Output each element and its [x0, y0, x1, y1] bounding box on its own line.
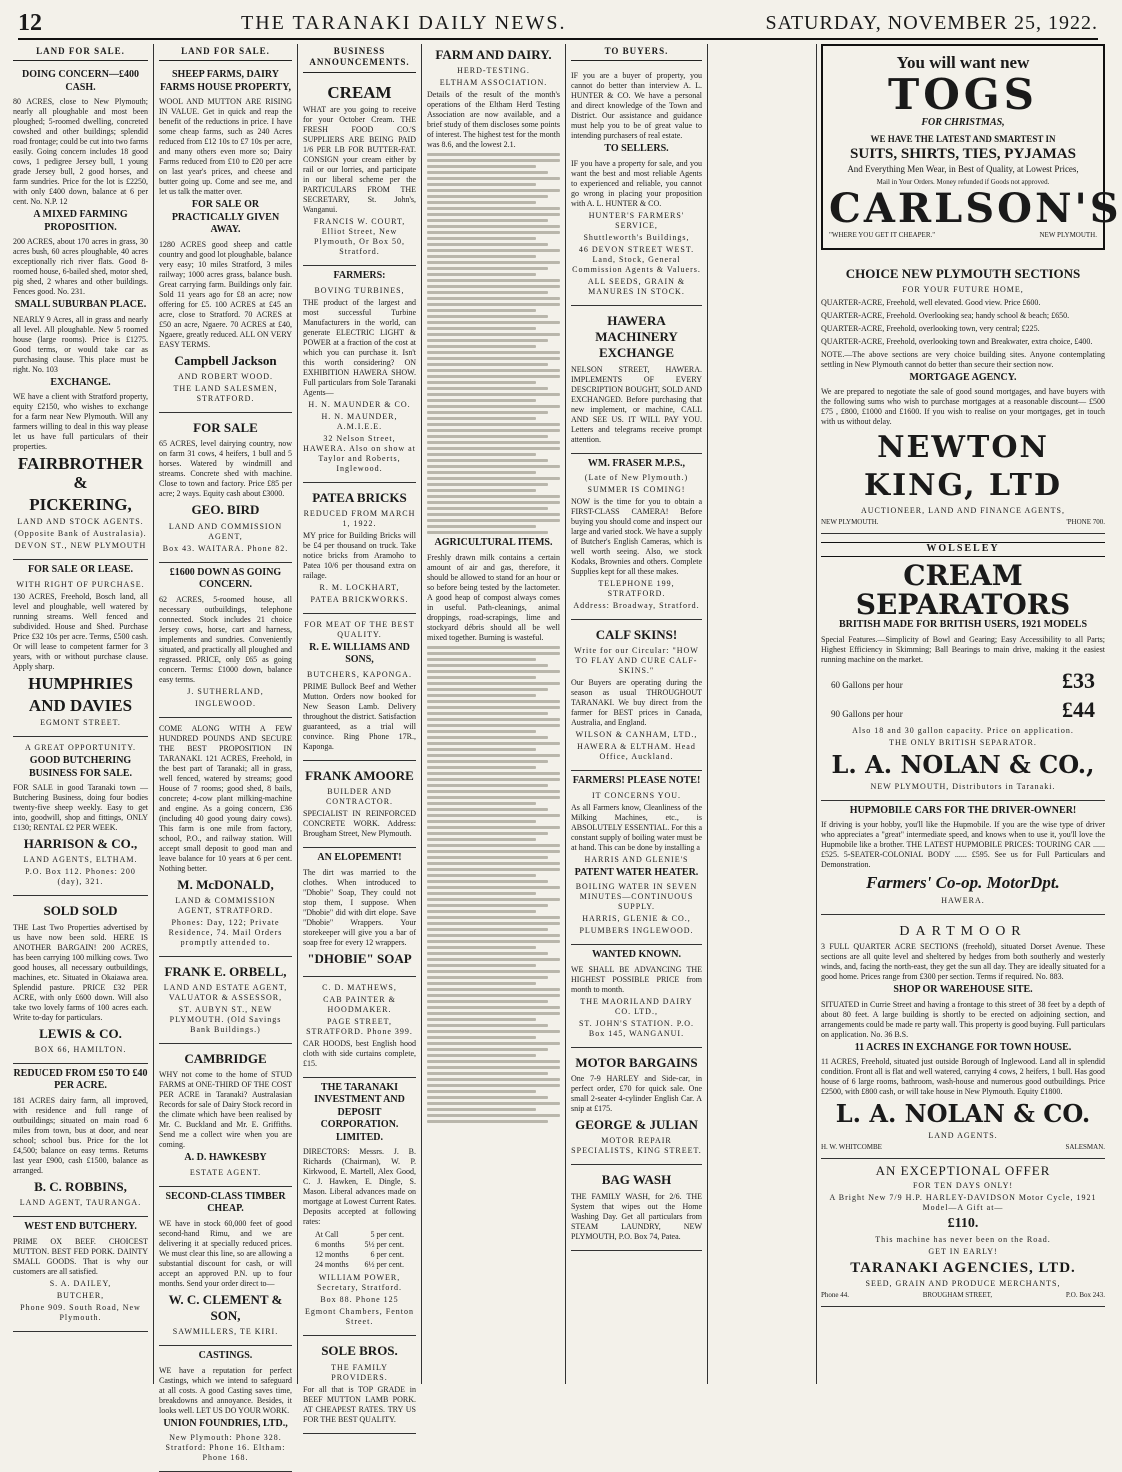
ad-text: IF you have a property for sale, and you want the best and most reliable Agents to experienced and reliable, you cannot go wrong in placing your proposition with A. L. HUNTER & CO.	[571, 158, 702, 208]
rate-term: 12 months	[315, 1250, 349, 1260]
firm-name: M. McDONALD,	[177, 876, 274, 892]
ad-text: WHAT are you going to receive for your October Cream. THE FRESH FOOD CO.'S SUPPLIERS ARE BEING PAID 1/6 PER LB FOR BUTTER-FAT. CONSIGN your cream either by rail or our lorries, and participate in our liberal scheme per the PARTICULARS FROM THE SECRETARY, St. John's, Wanganui.	[303, 105, 416, 215]
ad-text: SITUATED in Currie Street and having a frontage to this street of 38 feet by a depth of about 80 feet. A large building is shortly to be erected on adjoining section, and arrangements could be made re party wall. This property is good buying. Full particulars on application. No. 36 B.S.	[821, 999, 1105, 1039]
ad-footer	[821, 518, 1105, 527]
ad-text: Also 18 and 30 gallon capacity. Price on application.	[852, 725, 1074, 735]
ad-title: FARMERS:	[333, 270, 386, 282]
firm-detail: PAGE STREET, STRATFORD. Phone 399.	[306, 1016, 413, 1036]
article-text: Freshly drawn milk contains a certain amount of air and gas, therefore, it should be allowed to stand for an hour or so before being tested by the lactometer. A good heap of compost always comes in useful. Path-cleanings, animal droppings, road-scrapings, lime and stockyard débris should all be well mixed together. Burning is wasteful.	[427, 552, 560, 642]
firm-detail: BOX 66, HAMILTON.	[34, 1044, 127, 1054]
ad-title: PATEA BRICKS	[312, 489, 407, 505]
classified-ad	[159, 1187, 292, 1347]
classified-ad	[159, 1044, 292, 1187]
ad-title: GOOD BUTCHERING BUSINESS FOR SALE.	[28, 755, 133, 779]
ad-title: MORTGAGE AGENCY.	[909, 371, 1017, 383]
firm-name: Campbell Jackson	[174, 352, 277, 368]
ad-title: FOR SALE OR PRACTICALLY GIVEN AWAY.	[171, 199, 280, 236]
ad-text: NOW is the time for you to obtain a FIRST-CLASS CAMERA! Before buying you should come and inspect our large and varied stock. We have a supply of Butcher's English Cameras, which is well worth seeing. Also, we stock Kodaks, Brownies and others. Complete Supplies kept for all these makes.	[571, 497, 702, 576]
firm-detail: AUCTIONEER, LAND AND FINANCE AGENTS,	[861, 506, 1065, 516]
taranaki-agencies-ad	[821, 1159, 1105, 1307]
ad-text: CAR HOODS, best English hood cloth with side curtains complete, £15.	[303, 1038, 416, 1068]
firm-detail: Phone 909. South Road, New Plymouth.	[20, 1302, 141, 1322]
firm-detail: SUMMER IS COMING!	[587, 485, 686, 494]
ad-text: MY price for Building Bricks will be £4 per thousand on truck. Take notice bricks from Aramoho to Patea 10/6 per thousand extra on railage.	[303, 530, 416, 580]
section-title: AGRICULTURAL ITEMS.	[434, 537, 553, 549]
firm-name: FAIRBROTHER &	[17, 454, 144, 492]
firm-detail: Shuttleworth's Buildings,	[583, 232, 690, 242]
rate-value: 5½ per cent.	[364, 1240, 404, 1250]
ad-text: DIRECTORS: Messrs. J. B. Richards (Chairman), W. P. Kirkwood, E. Martell, Alex Good, C. J. Hawken, E. Dingle, S. Mason. Liberal advances made on mortgage at Lowest Current Rates. Deposits accepted at following rates:	[303, 1147, 416, 1227]
ad-title: 11 ACRES IN EXCHANGE FOR TOWN HOUSE.	[854, 1041, 1072, 1053]
firm-name: FRANK E. ORBELL,	[164, 963, 287, 979]
classified-ad	[13, 1064, 148, 1217]
classified-ad	[571, 620, 702, 771]
classified-ad	[571, 945, 702, 1048]
ad-title: CASTINGS.	[198, 1350, 253, 1362]
firm-name: WILSON & CANHAM, LTD.,	[575, 730, 698, 740]
ad-footer	[821, 1143, 1105, 1152]
firm-name: HARRISON & CO.,	[23, 836, 138, 852]
phone: 'PHONE 700.	[1066, 518, 1105, 527]
firm-name: THE MAORILAND DAIRY CO. LTD.,	[580, 996, 693, 1016]
ad-text: WE SHALL BE ADVANCING THE HIGHEST POSSIBLE PRICE from month to month.	[571, 964, 702, 994]
firm-detail: MOTOR REPAIR SPECIALISTS, KING STREET.	[571, 1136, 702, 1156]
firm-detail: LAND AND COMMISSION AGENT,	[168, 521, 283, 541]
column-divider	[708, 44, 817, 1384]
classified-ad	[303, 1078, 416, 1337]
firm-name: AND DAVIES	[28, 695, 133, 715]
ad-subtitle: REDUCED FROM MARCH 1, 1922.	[303, 508, 416, 528]
classified-ad	[303, 761, 416, 848]
ad-text: THE FAMILY WASH, for 2/6. THE System that wipes out the Home Washing Day. Get all particulars from STEAM LAUNDRY, NEW PLYMOUTH, P.O. Box 74, Patea.	[571, 1191, 702, 1241]
rate-value: 5 per cent.	[370, 1230, 404, 1240]
firm-name: L. A. NOLAN & CO.,	[831, 749, 1095, 779]
ad-text: 130 ACRES, Freehold, Bosch land, all level and ploughable, well watered by running streams. Well fenced and subdivided. House and Shed. Purchase Price £32 10s per acre. Terms, £500 cash. Or will lease to competent farmer for 3 years, with or without purchase clause. Apply sharp.	[13, 591, 148, 671]
classified-ad	[303, 977, 416, 1078]
po-box: P.O. Box 243.	[1065, 1291, 1105, 1300]
classified-ad	[13, 896, 148, 1064]
firm-name: HUMPHRIES	[28, 673, 133, 693]
firm-detail: Egmont Chambers, Fenton Street.	[305, 1307, 414, 1327]
firm-detail: BUTCHER,	[56, 1290, 105, 1300]
firm-detail: AND ROBERT WOOD.	[177, 372, 273, 381]
ad-text: 11 ACRES, Freehold, situated just outside Borough of Inglewood. Land all in splendid condition. Front all is flat and well watered, carrying 4 cows, 2 heifers, 1 bull. Has good house of 6 large rooms, bathroom, wash-house and numerous good outbuildings. Price £2500, with £800 cash, or will take house in New Plymouth. Equity £1800.	[821, 1057, 1105, 1097]
issue-date: SATURDAY, NOVEMBER 25, 1922.	[765, 11, 1098, 34]
ad-title: SHEEP FARMS, DAIRY FARMS HOUSE PROPERTY,	[159, 69, 292, 93]
section-subtitle: ELTHAM ASSOCIATION.	[439, 78, 548, 88]
firm-detail: DEVON ST., NEW PLYMOUTH	[14, 541, 147, 551]
ad-subtitle: IT CONCERNS YOU.	[591, 790, 682, 800]
wolseley-ad	[821, 534, 1105, 801]
column-business-announcements	[298, 44, 422, 1424]
ad-text: 62 ACRES, 5-roomed house, all necessary outbuildings, telephone connected. Stock includes 21 choice Jersey cows, horse, cart and harness, implements and sundries. Conveniently situated, and practically all ploughed and regrassed. PRICE, only £65 as going concern. Terms: £1000 down, balance easy terms.	[159, 594, 292, 684]
classified-ad	[13, 560, 148, 737]
nolan-land-ad	[821, 915, 1105, 1159]
ad-text: 65 ACRES, level dairying country, now on farm 31 cows, 4 heifers, 1 bull and 5 horses. Watered by windmill and streams. Concrete shed with machine. Close to town and factory. Price £85 per acre; 2 ways. Equity cash about £3000.	[159, 439, 292, 499]
firm-name: S. A. DAILEY,	[49, 1278, 112, 1288]
classified-ad	[159, 1346, 292, 1472]
firm-detail: SEED, GRAIN AND PRODUCE MERCHANTS,	[865, 1279, 1061, 1289]
firm-detail: Address: Broadway, Stratford.	[573, 601, 700, 610]
ad-title: CALF SKINS!	[595, 627, 678, 642]
article-text: Details of the result of the month's operations of the Eltham Herd Testing Association are now available, and a brief study of them discloses some points of interest. The highest test for the month was 8.6, and the lowest 2.1.	[427, 90, 560, 150]
firm-detail: LAND & COMMISSION AGENT, STRATFORD.	[175, 895, 276, 915]
ad-text: One 7-9 HARLEY and Side-car, in perfect order, £70 for quick sale. One small 2-seater 4-cylinder English Car. A snip at £175.	[571, 1074, 702, 1113]
firm-detail: ESTATE AGENT.	[189, 1167, 262, 1177]
ad-text: For all that is TOP GRADE in BEEF MUTTON LAMB PORK. AT CHEAPEST RATES. TRY US FOR THE BEST QUALITY.	[303, 1384, 416, 1424]
classified-ad	[13, 737, 148, 896]
ad-text: 181 ACRES dairy farm, all improved, with residence and full range of outbuildings; situated on main road 6 miles from town, bus at door, and near school; school bus. Price for the lot £4,500; balance on easy terms. Returns last year £900, cash £1500, balance as arranged.	[13, 1095, 148, 1175]
firm-detail: INGLEWOOD.	[195, 698, 256, 708]
ad-title: THE TARANAKI INVESTMENT AND DEPOSIT CORPORATION. LIMITED.	[314, 1081, 405, 1143]
classified-ad	[571, 306, 702, 454]
ad-title: WEST END BUTCHERY.	[24, 1221, 137, 1233]
firm-detail: H. N. MAUNDER, A.M.I.E.E.	[321, 411, 398, 431]
ad-subtitle: FOR CHRISTMAS,	[921, 117, 1005, 129]
ad-title: EXCHANGE.	[50, 376, 111, 388]
firm-detail: LAND AND STOCK AGENTS.	[17, 517, 144, 527]
rate-value: 6 per cent.	[370, 1250, 404, 1260]
firm-name: R. M. LOCKHART,	[319, 582, 400, 592]
classified-ad	[303, 77, 416, 267]
firm-name: HARRIS, GLENIE & CO.,	[582, 914, 691, 924]
classified-ad	[159, 563, 292, 718]
ad-text: WHY not come to the home of STUD FARMS at ONE-THIRD OF THE COST PER ACRE in Taranaki? Australasian Records for sale of Dairy Stock record in the climate which have been realised by Mr. C. Buckland and Mr. E. Griffiths. Send me a collect wire when you are coming.	[159, 1070, 292, 1150]
list-item: QUARTER-ACRE, Freehold. Overlooking sea; handy school & beach; £650.	[821, 310, 1070, 320]
firm-name: NEWTON KING, LTD	[864, 430, 1062, 503]
firm-detail: ST. JOHN'S STATION. P.O. Box 145, WANGANUI.	[578, 1018, 695, 1038]
classified-ad	[571, 454, 702, 621]
location: NEW PLYMOUTH.	[821, 518, 879, 527]
classified-ad	[159, 957, 292, 1044]
ad-title: SMALL SUBURBAN PLACE.	[14, 299, 147, 311]
ad-title: "DHOBIE" SOAP	[307, 950, 412, 966]
classified-ad	[159, 718, 292, 957]
ad-title: FOR SALE OR LEASE.	[27, 564, 134, 576]
firm-detail: PLUMBERS INGLEWOOD.	[579, 926, 694, 936]
firm-detail: TELEPHONE 199, STRATFORD.	[598, 579, 675, 598]
ad-text: Our Buyers are operating during the season as usual THROUGHOUT TARANAKI. We buy direct from the farmer for BEST prices in Canada, Australia, and England.	[571, 678, 702, 728]
ad-subtitle: FOR TEN DAYS ONLY!	[912, 1181, 1014, 1191]
firm-detail: LAND AGENTS.	[928, 1131, 998, 1141]
firm-detail: WILLIAM POWER, Secretary, Stratford.	[316, 1273, 403, 1293]
carlsons-ad	[821, 44, 1122, 250]
ad-text: COME ALONG WITH A FEW HUNDRED POUNDS AND SECURE THE BEST PROPOSITION IN TARANAKI. 121 ACRES, Freehold, in the best part of Taranaki; all in grass, well fenced, watered by streams; good House of 7 rooms; good shed, 8 bails, concrete; 4-cow plant milking-machine and engine. As a going concern, £36 (including 40 good young dairy cows). This farm is one mile from factory, school, P.O., and railway station. Will accept small deposit to good man and leave balance for 10 years at 6 per cent. Nothing better.	[159, 723, 292, 873]
ad-title: SECOND-CLASS TIMBER CHEAP.	[165, 1190, 286, 1215]
firm-detail: HAWERA.	[941, 895, 985, 905]
ad-text: 80 ACRES, close to New Plymouth; nearly all ploughable and most been ploughed; 5-roomed dwelling, concreted cowshed and other buildings; splendid road frontage; could be cut into two farms easily. Going concern includes 18 good cows, 1 pedigree Jersey bull, 1 young grade Jersey bull, 2 good horses, and farm sundries. Price for the lot is £2250, with only £400 down, balance at 6 per cent. No. N.P. 12	[13, 97, 148, 207]
column-to-buyers	[566, 44, 708, 1384]
ad-text: We are prepared to negotiate the sale of good sound mortgages, and have buyers with the following sums who wish to purchase mortgages at a reasonable discount— £500 £75 , £800, £1000 and £1600. If you wish to realise on your mortgages, get in touch with us without delay.	[821, 387, 1105, 427]
list-item: QUARTER-ACRE, Freehold, overlooking town, very central; £225.	[821, 323, 1040, 333]
firm-name: LEWIS & CO.	[39, 1025, 122, 1041]
ad-title: SHOP OR WAREHOUSE SITE.	[893, 984, 1033, 996]
ad-subtitle: BOVING TURBINES,	[314, 285, 405, 295]
classified-ad	[13, 65, 148, 560]
ad-text: THE product of the largest and most successful Turbine Manufacturers in the world, can generate ELECTRIC LIGHT & POWER at a fraction of the cost at which you can purchase it. Isn't this worth considering? ON EXHIBITION HAWERA SHOW. Full particulars from Sole Taranaki Agents—	[303, 297, 416, 397]
ad-text: NELSON STREET, HAWERA. IMPLEMENTS OF EVERY DESCRIPTION BOUGHT, SOLD AND EXCHANGED. Before purchasing that new implement, or machine, CALL AND SEE US. IT WILL PAY YOU. Letters and telegrams receive prompt attention.	[571, 364, 702, 444]
firm-detail: SAWMILLERS, TE KIRI.	[172, 1327, 279, 1337]
ad-subtitle: BUILDER AND CONTRACTOR.	[325, 787, 394, 807]
slogan: "WHERE YOU GET IT CHEAPER."	[829, 230, 936, 239]
classified-ad	[13, 1217, 148, 1332]
ad-footer	[829, 231, 1097, 240]
ad-text: THE ONLY BRITISH SEPARATOR.	[889, 737, 1037, 747]
firm-name: L. A. NOLAN & CO.	[835, 1099, 1091, 1129]
firm-detail: LAND AGENTS, ELTHAM.	[23, 855, 138, 865]
column-display-ads	[816, 44, 1122, 1384]
firm-detail: BUTCHERS, KAPONGA.	[307, 669, 412, 679]
price-value: £110.	[947, 1216, 979, 1232]
ad-headline: You will want new	[896, 53, 1030, 72]
classified-ad	[159, 413, 292, 563]
ad-title: CAMBRIDGE	[184, 1051, 267, 1066]
firm-detail: HAWERA & ELTHAM. Head Office, Auckland.	[577, 742, 696, 762]
newton-king-ad	[821, 258, 1105, 535]
ad-title: £1600 DOWN AS GOING CONCERN.	[169, 566, 282, 590]
firm-name: W. C. CLEMENT & SON,	[168, 1291, 283, 1323]
address: BROUGHAM STREET,	[922, 1291, 993, 1300]
classified-ad	[571, 1048, 702, 1166]
column-farm-and-dairy	[422, 44, 566, 1384]
firm-detail: P.O. Box 112. Phones: 200 (day), 321.	[25, 867, 136, 887]
price-value: £33	[1062, 667, 1095, 693]
ad-title: WANTED KNOWN.	[592, 949, 681, 961]
classified-ad	[303, 483, 416, 614]
firm-name: Farmers' Co-op. MotorDpt.	[866, 873, 1060, 893]
firm-detail: Box 88. Phone 125	[320, 1295, 399, 1305]
ad-title: FRANK AMOORE	[305, 767, 414, 783]
page-number: 12	[18, 9, 42, 36]
firm-detail: NEW PLYMOUTH, Distributors in Taranaki.	[870, 781, 1056, 791]
firm-name: C. D. MATHEWS,	[322, 982, 397, 992]
ad-text: WE HAVE THE LATEST AND SMARTEST IN	[870, 133, 1056, 144]
phone: Phone 44.	[821, 1291, 849, 1300]
rate-term: At Call	[315, 1230, 339, 1240]
classified-ad	[571, 1165, 702, 1250]
classified-ad	[571, 771, 702, 945]
ad-text: IF you are a buyer of property, you cannot do better than interview A. L. HUNTER & CO. We have a personal and direct knowledge of the Town and District. Our assistance and guidance must help you to be of great value to intending purchasers of real estate.	[571, 71, 702, 141]
classified-ad	[303, 1336, 416, 1433]
firm-detail: 46 DEVON STREET WEST. Land, Stock, General Commission Agents & Valuers.	[572, 244, 701, 274]
firm-detail: LAND AGENT, TAURANGA.	[19, 1198, 142, 1208]
firm-name: J. SUTHERLAND,	[187, 686, 264, 696]
ad-text: PRIME OX BEEF. CHOICEST MUTTON. BEST FED PORK. DAINTY SMALL GOODS. That is why our customers are all satisfied.	[13, 1236, 148, 1276]
column-heading: LAND FOR SALE.	[13, 44, 148, 61]
firm-detail: ST. AUBYN ST., NEW PLYMOUTH. (Old Savings Bank Buildings.)	[169, 1005, 282, 1034]
ad-title: CHOICE NEW PLYMOUTH SECTIONS	[845, 265, 1081, 281]
firm-detail: (Opposite Bank of Australasia).	[14, 529, 147, 539]
brand-name: WOLSELEY	[821, 542, 1105, 557]
ad-title: DARTMOOR	[899, 923, 1027, 939]
ad-text: NEARLY 9 Acres, all in grass and nearly all level. All ploughable. New 5 roomed house (large rooms). Price is £1275. Good terms, or would take car as purchasing clause. This place must be right. No. 103	[13, 314, 148, 374]
ad-title: CREAM SEPARATORS	[855, 558, 1071, 621]
ad-subtitle: A GREAT OPPORTUNITY.	[24, 743, 136, 753]
ad-title: FARMERS! PLEASE NOTE!	[572, 775, 701, 787]
firm-detail: BOILING WATER IN SEVEN MINUTES—CONTINUOUS SUPPLY.	[575, 882, 698, 912]
firm-detail: CAB PAINTER & HOODMAKER.	[323, 994, 396, 1014]
price-row	[831, 696, 1095, 724]
ad-title: SOLD SOLD	[43, 903, 118, 919]
ad-subtitle: Write for our Circular: "HOW TO FLAY AND CURE CALF-SKINS."	[574, 646, 699, 676]
ad-text: THE Last Two Properties advertised by us have now been sold. HERE IS ANOTHER BARGAIN! 200 ACRES, has been carrying 100 milking cows. Two good houses, all necessary outbuildings, machines, etc. Situated in Okaiawa area. Splendid pasture. PRICE £32 PER ACRE, with only £600 down. Will also take two lovely farms of 100 acres each. Write to-day for particulars.	[13, 922, 148, 1022]
ad-title: CREAM	[327, 82, 392, 102]
ad-title: DOING CONCERN—£400 CASH.	[22, 69, 139, 93]
firm-detail: Phones: Day, 122; Private Residence, 74. Mail Orders promptly attended to.	[168, 917, 283, 947]
column-land-for-sale-1	[8, 44, 154, 1384]
ad-title: A MIXED FARMING PROPOSITION.	[33, 209, 128, 233]
ad-text: 3 FULL QUARTER ACRE SECTIONS (freehold), situated Dorset Avenue. These sections are all quite level and sheltered by hedges from both southerly and westerly winds, and, facing the north-east, they get the sun all day. They are ideally situated for a good home. Prices range from £300 per section. Terms if required. No. 883.	[821, 942, 1105, 982]
article-body-text	[427, 646, 560, 1123]
ad-text: This machine has never been on the Road.	[875, 1234, 1051, 1244]
section-title: FARM AND DAIRY.	[435, 47, 552, 62]
location: NEW PLYMOUTH.	[1039, 230, 1097, 239]
classified-ad	[303, 266, 416, 483]
classified-ad	[571, 65, 702, 306]
firm-name: GEORGE & JULIAN	[575, 1117, 698, 1132]
ad-text: And Everything Men Wear, in Best of Quality, at Lowest Prices,	[847, 163, 1079, 174]
firm-detail: PATENT WATER HEATER.	[574, 866, 699, 878]
firm-name: PICKERING,	[29, 494, 132, 514]
ad-text: FOR SALE in good Taranaki town — Butchering Business, doing four bodies twenty-five sheep weekly. Easy to get into, goodwill, shop and fittings, ONLY £130; RENTAL £2 PER WEEK.	[13, 783, 148, 833]
firm-name: TARANAKI AGENCIES, LTD.	[850, 1259, 1076, 1276]
firm-name: UNION FOUNDRIES, LTD.,	[163, 1417, 288, 1429]
ad-text: SPECIALIST IN REINFORCED CONCRETE WORK. Address: Brougham Street, New Plymouth.	[303, 809, 416, 839]
column-heading: BUSINESS ANNOUNCEMENTS.	[303, 44, 416, 73]
firm-name: B. C. ROBBINS,	[34, 1178, 127, 1194]
ad-text: WE have in stock 60,000 feet of good second-hand Rimu, and we are delivering it at specially reduced prices. We must clear this line, so are allowing a substantial discount for cash, or will accept an approved P.N. up to four months. Send your order direct to—	[159, 1218, 292, 1288]
column-land-for-sale-2	[154, 44, 298, 1463]
classified-ad	[159, 65, 292, 413]
firm-detail: 32 Nelson Street, HAWERA. Also on show at Taylor and Roberts, Inglewood.	[303, 433, 416, 473]
classified-ad	[303, 848, 416, 977]
firm-detail: (Late of New Plymouth.)	[584, 473, 689, 482]
ad-text: If driving is your hobby, you'll like the Hupmobile. If you are the wise type of driver who appreciates a "great" intermediate speed, and knows when to use it, you'll love the Hupmobile like a brother. THE LATEST HUPMOBILE PRICES: TOURING CAR ...... £525. 5-SEATER-COLONIAL BODY ...... £595. See us for Full Particulars and Demonstration.	[821, 820, 1105, 870]
ad-title: AN EXCEPTIONAL OFFER	[875, 1162, 1051, 1178]
ad-title: REDUCED FROM £50 TO £40 PER ACRE.	[13, 1067, 148, 1092]
ad-text: Mail in Your Orders. Money refunded if Goods not approved.	[876, 178, 1050, 187]
ad-title: TOGS	[887, 70, 1039, 120]
salesman-title: SALESMAN.	[1065, 1143, 1105, 1152]
ad-text: WOOL AND MUTTON ARE RISING IN VALUE. Get in quick and reap the benefit of the reductions in price. I have some cheap farms, such as 240 Acres reduced from £12 10s to £7 10s per acre, and many others even more so; Dairy Farms reduced from £10 to £20 per acre on last year's prices, and cheese and butter going up. Come and see me, and let us talk the matter over.	[159, 97, 292, 197]
rate-term: 6 months	[315, 1240, 345, 1250]
ad-text: Special Features.—Simplicity of Bowl and Gearing; Easy Accessibility to all Parts; Highest Efficiency in Skimming; Ball Bearings to main drive, making it the easiest running machine on the market.	[821, 634, 1105, 664]
firm-name: GEO. BIRD	[191, 502, 260, 518]
rate-term: 24 months	[315, 1260, 349, 1270]
ad-text: NOTE.—The above sections are very choice building sites. Anyone contemplating settling in New Plymouth cannot do better than secure their section now.	[821, 349, 1105, 369]
ad-text: WE have a client with Stratford property, equity £2150, who wishes to exchange for a farm near New Plymouth. Will any farmers willing to deal in this way please let us have full particulars of their properties.	[13, 392, 148, 452]
classified-ad	[303, 614, 416, 761]
firm-detail: PATEA BRICKWORKS.	[310, 594, 409, 604]
firm-detail: THE LAND SALESMEN, STRATFORD.	[173, 384, 278, 403]
ad-title: BAG WASH	[601, 1172, 672, 1188]
ad-text: WE have a reputation for perfect Castings, which we intend to safeguard at all costs. A good Casting saves time, breakdowns and annoyance. Besides, it looks well. LET US DO YOUR WORK.	[159, 1365, 292, 1415]
list-item: QUARTER-ACRE, Freehold, well elevated. Good view. Price £600.	[821, 297, 1041, 307]
ad-text: SUITS, SHIRTS, TIES, PYJAMAS	[850, 146, 1076, 163]
ad-title: MOTOR BARGAINS	[575, 1054, 698, 1070]
ad-text: As all Farmers know, Cleanliness of the Milking Machines, etc., is ABSOLUTELY ESSENTIAL. For this a constant supply of boiling water must be at hand. This can be done by installing a	[571, 802, 702, 852]
salesman-name: H. W. WHITCOMBE	[821, 1143, 882, 1152]
price-label: 60 Gallons per hour	[831, 679, 903, 690]
ad-title: HAWERA MACHINERY EXCHANGE	[595, 312, 678, 361]
firm-detail: ALL SEEDS, GRAIN & MANURES IN STOCK.	[587, 276, 686, 296]
firm-name: A. D. HAWKESBY	[184, 1152, 267, 1164]
ad-subtitle: WITH RIGHT OF PURCHASE.	[16, 579, 145, 589]
ad-subtitle: BRITISH MADE FOR BRITISH USERS, 1921 MODELS	[838, 619, 1088, 631]
ad-title: FOR SALE	[193, 420, 258, 435]
section-subtitle: HERD-TESTING.	[457, 66, 530, 76]
firm-detail: LAND AND ESTATE AGENT, VALUATOR & ASSESSOR,	[163, 983, 288, 1002]
masthead	[18, 8, 1098, 40]
ad-text: PRIME Bullock Beef and Wether Mutton. Orders now booked for New Season Lamb. Delivery throughout the district. Satisfaction guaranteed, as a trial will convince. Ring Phone 17R., Kaponga.	[303, 681, 416, 751]
column-heading: LAND FOR SALE.	[159, 44, 292, 61]
ad-subtitle: FOR MEAT OF THE BEST QUALITY.	[304, 619, 415, 639]
firm-name: R. E. WILLIAMS AND SONS,	[309, 641, 410, 666]
price-row	[831, 667, 1095, 695]
ad-title: SOLE BROS.	[321, 1343, 398, 1359]
price-value: £44	[1062, 697, 1095, 723]
ad-text: The dirt was married to the clothes. When introduced to "Dhobie" Soap, They could not stop them, I suppose. When "Dhobie" did with dirt elope. Save "Dhobie" Wrappers. Your storekeeper will give you a bar of soap free for every 12 wrappers.	[303, 867, 416, 947]
ad-title: HUPMOBILE CARS FOR THE DRIVER-OWNER!	[849, 804, 1077, 816]
ad-text: A Bright New 7/9 H.P. HARLEY-DAVIDSON Motor Cycle, 1921 Model—A Gift at—	[829, 1193, 1097, 1213]
ad-text: 200 ACRES, about 170 acres in grass, 30 acres bush, 60 acres ploughable, 40 acres exceptionally rich river flats. Good 8-roomed house, 6-bailed shed, motor shed, pig shed, 2 whares and other buildings. Fences good. No. 231.	[13, 237, 148, 297]
ad-footer	[821, 1291, 1105, 1300]
firm-name: HUNTER'S FARMERS' SERVICE,	[588, 210, 685, 230]
deposit-rates-table	[315, 1230, 404, 1270]
price-label: 90 Gallons per hour	[831, 709, 903, 720]
ad-title: TO SELLERS.	[604, 143, 669, 155]
firm-detail: Box 43. WAITARA. Phone 82.	[162, 543, 289, 553]
firm-name: WM. FRASER M.P.S.,	[587, 457, 686, 469]
list-item: QUARTER-ACRE, Freehold, overlooking town and Breakwater, extra choice, £400.	[821, 336, 1093, 346]
firm-detail: EGMONT STREET.	[40, 718, 121, 728]
firm-detail: New Plymouth: Phone 328. Stratford: Phone 16. Eltham: Phone 168.	[165, 1433, 286, 1463]
firm-detail: FRANCIS W. COURT, Elliot Street, New Plymouth, Or Box 50, Stratford.	[313, 217, 406, 257]
firm-name: HARRIS AND GLENIE'S	[584, 854, 689, 864]
rate-value: 6½ per cent.	[364, 1260, 404, 1270]
firm-name: CARLSON'S	[829, 184, 1122, 232]
ad-subtitle: THE FAMILY PROVIDERS.	[331, 1362, 388, 1382]
article-body-text	[427, 153, 560, 534]
firm-name: H. N. MAUNDER & CO.	[308, 399, 411, 409]
column-heading: TO BUYERS.	[571, 44, 702, 61]
hupmobile-ad	[821, 801, 1105, 915]
newspaper-title: THE TARANAKI DAILY NEWS.	[241, 11, 567, 34]
ad-title: AN ELOPEMENT!	[317, 852, 402, 864]
ad-text: 1280 ACRES good sheep and cattle country and good lot ploughable, balance very easy; 10 miles Stratford, 3 miles railway; 1000 acres grass, balance bush. Great carrying farm. Buildings only fair. Sold 11 years ago for £8 an acre; now offering for £5. 100 ACRES at £45 an acre, close to Stratford. 70 ACRES at £50 an acre, Ngaere. 70 ACRES at £40, Ngaere, greatly reduced. ALL ON VERY EASY TERMS.	[159, 239, 292, 349]
ad-subtitle: FOR YOUR FUTURE HOME,	[902, 284, 1024, 294]
ad-text: GET IN EARLY!	[928, 1246, 998, 1256]
